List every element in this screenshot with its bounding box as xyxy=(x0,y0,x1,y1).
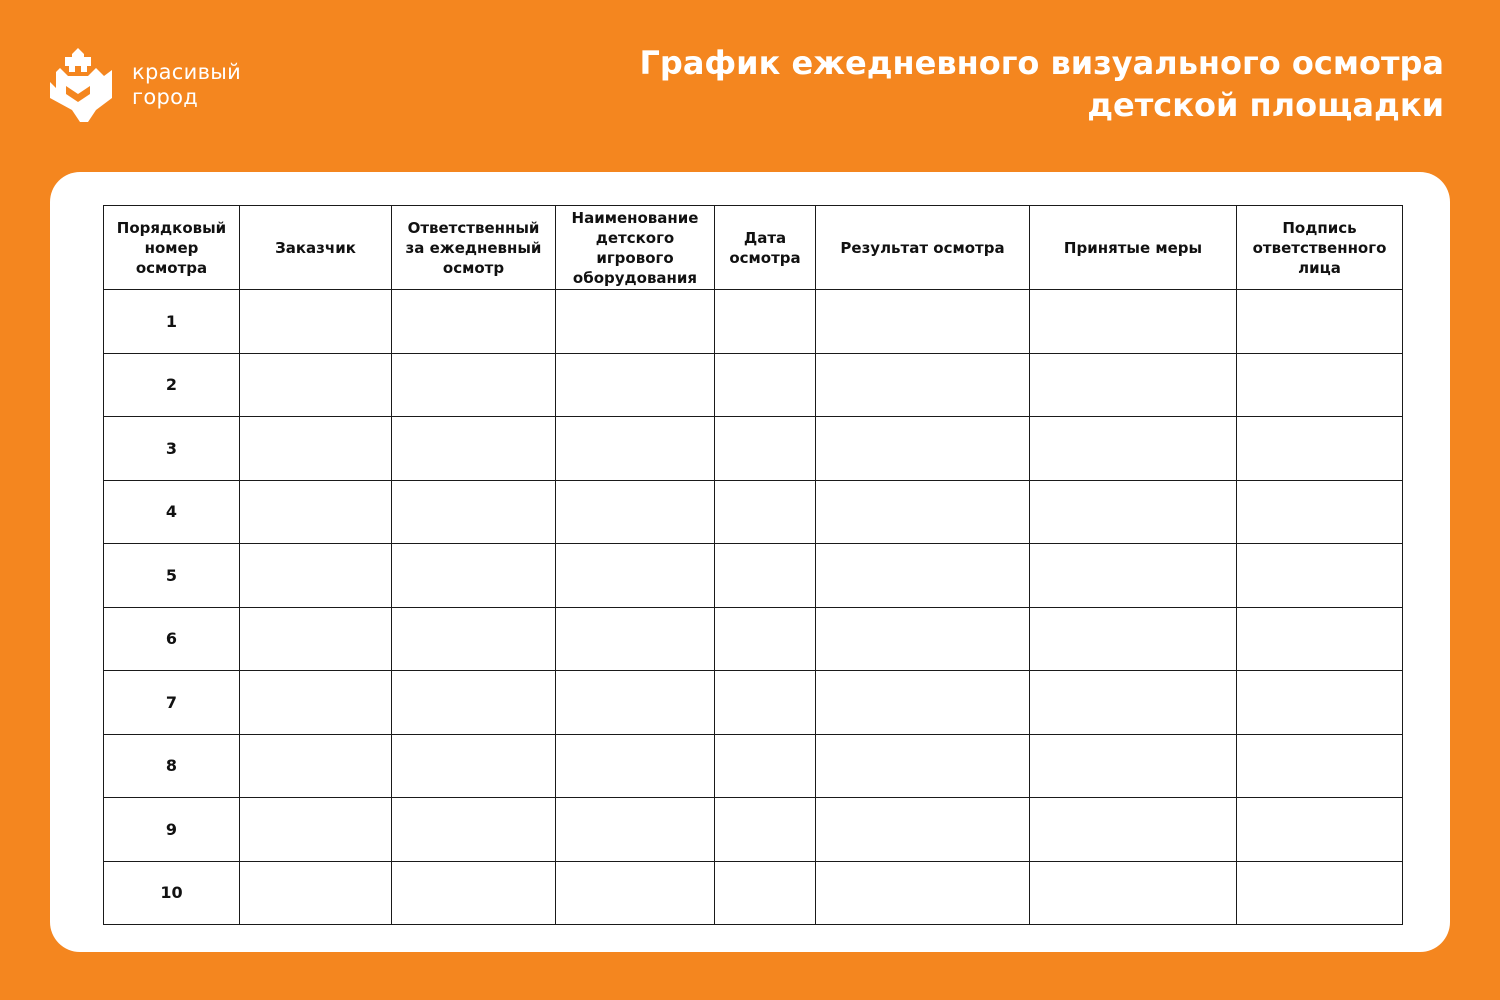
header-result: Результат осмотра xyxy=(816,206,1030,290)
cell-measures[interactable] xyxy=(1030,671,1237,735)
table-row xyxy=(104,734,1403,798)
cell-equipment[interactable] xyxy=(556,734,715,798)
cell-date[interactable] xyxy=(715,544,816,608)
inspection-table xyxy=(103,205,1403,925)
cell-signature[interactable] xyxy=(1237,480,1403,544)
cell-date[interactable] xyxy=(715,417,816,481)
cell-date[interactable] xyxy=(715,353,816,417)
page-title-line2: детской площадки xyxy=(1087,86,1444,124)
cell-date[interactable] xyxy=(715,671,816,735)
cell-result[interactable] xyxy=(816,861,1030,925)
cell-equipment[interactable] xyxy=(556,417,715,481)
cell-responsible[interactable] xyxy=(392,480,556,544)
cell-equipment[interactable] xyxy=(556,861,715,925)
brand-name xyxy=(132,60,241,110)
brand-logo xyxy=(48,42,288,126)
cell-responsible[interactable] xyxy=(392,290,556,354)
table-row xyxy=(104,861,1403,925)
cell-signature[interactable] xyxy=(1237,607,1403,671)
header-date: Дата осмотра xyxy=(715,206,816,290)
cell-responsible[interactable] xyxy=(392,861,556,925)
cell-date[interactable] xyxy=(715,861,816,925)
cell-measures[interactable] xyxy=(1030,861,1237,925)
cell-equipment[interactable] xyxy=(556,607,715,671)
cell-signature[interactable] xyxy=(1237,544,1403,608)
table-row xyxy=(104,544,1403,608)
header-customer: Заказчик xyxy=(240,206,392,290)
row-number: 9 xyxy=(104,798,240,862)
table-row xyxy=(104,607,1403,671)
cell-result[interactable] xyxy=(816,290,1030,354)
cell-date[interactable] xyxy=(715,480,816,544)
header-number: Порядковый номер осмотра xyxy=(104,206,240,290)
cell-customer[interactable] xyxy=(240,798,392,862)
cell-measures[interactable] xyxy=(1030,734,1237,798)
row-number: 2 xyxy=(104,353,240,417)
cell-measures[interactable] xyxy=(1030,798,1237,862)
table-row xyxy=(104,480,1403,544)
cell-equipment[interactable] xyxy=(556,798,715,862)
cell-result[interactable] xyxy=(816,671,1030,735)
cell-customer[interactable] xyxy=(240,417,392,481)
cell-responsible[interactable] xyxy=(392,798,556,862)
cell-customer[interactable] xyxy=(240,480,392,544)
page-title-line1: График ежедневного визуального осмотра xyxy=(639,44,1444,82)
cell-signature[interactable] xyxy=(1237,734,1403,798)
header-equipment: Наименование детского игрового оборудования xyxy=(556,206,715,290)
table-header-row xyxy=(104,206,1403,290)
table-row xyxy=(104,798,1403,862)
cell-date[interactable] xyxy=(715,290,816,354)
cell-result[interactable] xyxy=(816,544,1030,608)
cell-result[interactable] xyxy=(816,353,1030,417)
cell-signature[interactable] xyxy=(1237,290,1403,354)
row-number: 10 xyxy=(104,861,240,925)
cell-date[interactable] xyxy=(715,734,816,798)
table-row xyxy=(104,417,1403,481)
brand-name-line2: город xyxy=(132,85,199,109)
cell-responsible[interactable] xyxy=(392,544,556,608)
cell-signature[interactable] xyxy=(1237,798,1403,862)
cell-signature[interactable] xyxy=(1237,353,1403,417)
cell-customer[interactable] xyxy=(240,544,392,608)
cell-responsible[interactable] xyxy=(392,353,556,417)
cell-customer[interactable] xyxy=(240,607,392,671)
table-row xyxy=(104,671,1403,735)
form-card xyxy=(50,172,1450,952)
cell-signature[interactable] xyxy=(1237,671,1403,735)
cell-measures[interactable] xyxy=(1030,480,1237,544)
cell-measures[interactable] xyxy=(1030,607,1237,671)
cell-result[interactable] xyxy=(816,480,1030,544)
castle-shield-icon xyxy=(48,42,128,126)
row-number: 4 xyxy=(104,480,240,544)
row-number: 7 xyxy=(104,671,240,735)
cell-measures[interactable] xyxy=(1030,290,1237,354)
brand-name-line1: красивый xyxy=(132,60,242,84)
cell-equipment[interactable] xyxy=(556,544,715,608)
cell-equipment[interactable] xyxy=(556,353,715,417)
cell-customer[interactable] xyxy=(240,861,392,925)
cell-customer[interactable] xyxy=(240,353,392,417)
row-number: 3 xyxy=(104,417,240,481)
header-responsible: Ответственный за ежедневный осмотр xyxy=(392,206,556,290)
cell-responsible[interactable] xyxy=(392,671,556,735)
table-body xyxy=(104,290,1403,925)
cell-result[interactable] xyxy=(816,417,1030,481)
row-number: 8 xyxy=(104,734,240,798)
cell-result[interactable] xyxy=(816,607,1030,671)
table-row xyxy=(104,290,1403,354)
page-title xyxy=(544,42,1444,126)
cell-customer[interactable] xyxy=(240,734,392,798)
cell-measures[interactable] xyxy=(1030,544,1237,608)
cell-responsible[interactable] xyxy=(392,417,556,481)
cell-measures[interactable] xyxy=(1030,417,1237,481)
cell-equipment[interactable] xyxy=(556,480,715,544)
cell-measures[interactable] xyxy=(1030,353,1237,417)
cell-result[interactable] xyxy=(816,798,1030,862)
cell-customer[interactable] xyxy=(240,671,392,735)
cell-responsible[interactable] xyxy=(392,734,556,798)
cell-equipment[interactable] xyxy=(556,671,715,735)
cell-result[interactable] xyxy=(816,734,1030,798)
row-number: 1 xyxy=(104,290,240,354)
header-measures: Принятые меры xyxy=(1030,206,1237,290)
row-number: 5 xyxy=(104,544,240,608)
row-number: 6 xyxy=(104,607,240,671)
cell-responsible[interactable] xyxy=(392,607,556,671)
cell-customer[interactable] xyxy=(240,290,392,354)
cell-signature[interactable] xyxy=(1237,417,1403,481)
cell-equipment[interactable] xyxy=(556,290,715,354)
cell-signature[interactable] xyxy=(1237,861,1403,925)
cell-date[interactable] xyxy=(715,798,816,862)
cell-date[interactable] xyxy=(715,607,816,671)
header-signature: Подпись ответственного лица xyxy=(1237,206,1403,290)
table-row xyxy=(104,353,1403,417)
